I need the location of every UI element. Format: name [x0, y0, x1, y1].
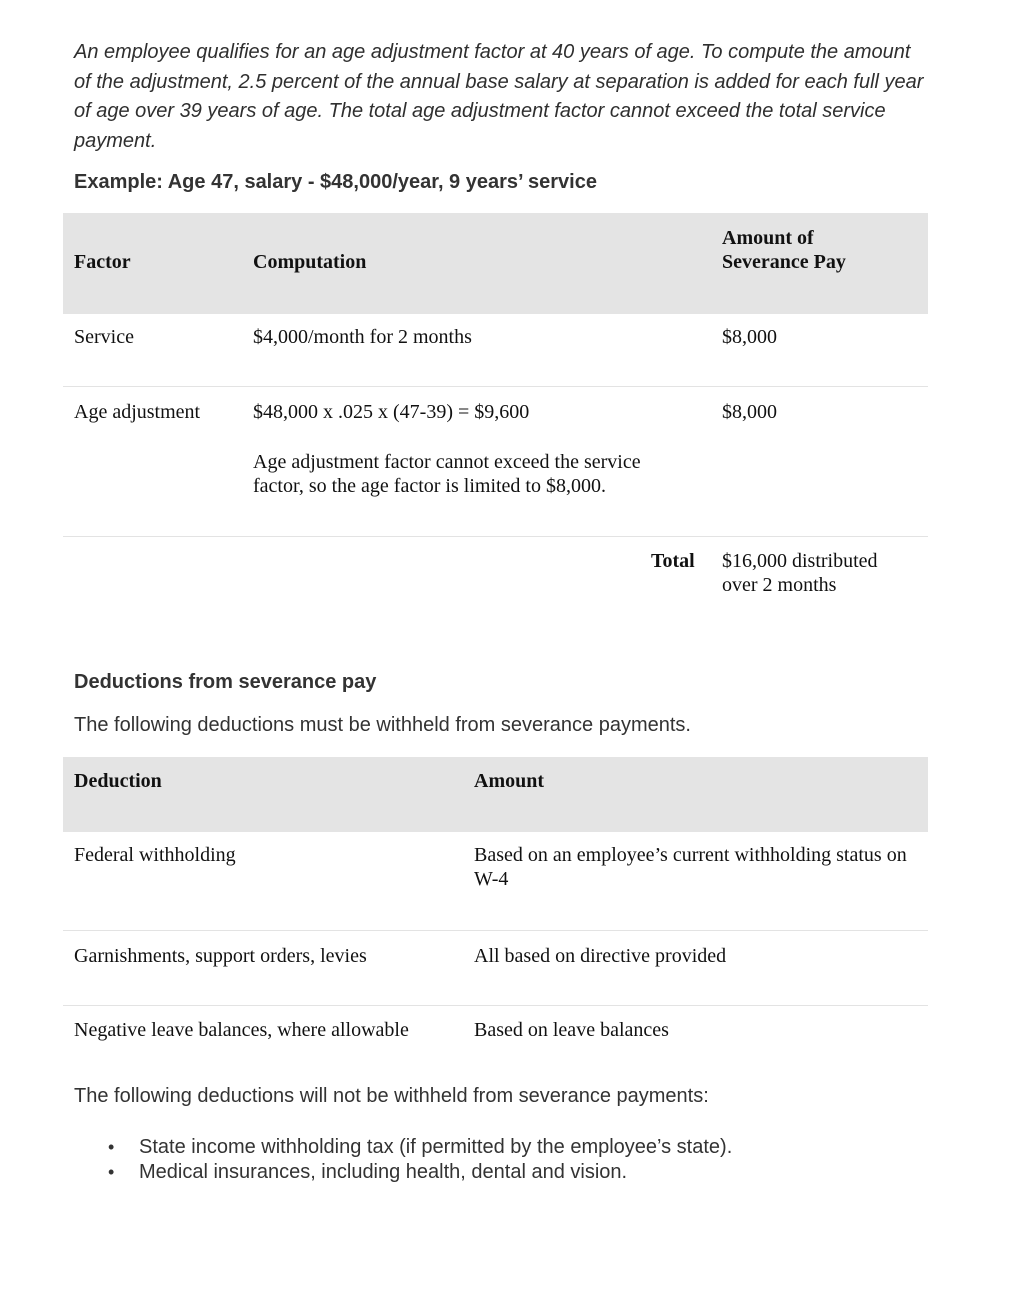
row-factor: Age adjustment	[74, 401, 201, 423]
header-amount: Amount	[474, 770, 545, 792]
example-heading: Example: Age 47, salary - $48,000/year, 9 years’ service	[74, 171, 597, 193]
list-item-text: State income withholding tax (if permitted by the employee’s state).	[139, 1136, 733, 1158]
example-table	[63, 213, 928, 617]
list-item-text: Medical insurances, including health, dental and vision.	[139, 1161, 628, 1183]
deductions-table	[63, 757, 928, 1066]
table-row	[63, 1006, 928, 1066]
bullet-icon: •	[108, 1137, 115, 1157]
row-deduction: Federal withholding	[74, 844, 236, 866]
bullet-icon: •	[108, 1162, 115, 1182]
total-value: $16,000 distributed over 2 months	[722, 550, 878, 596]
table-total-row	[63, 537, 928, 617]
deductions-intro: The following deductions must be withheld from severance payments.	[74, 714, 691, 736]
row-deduction: Negative leave balances, where allowable	[74, 1019, 409, 1041]
row-computation: $4,000/month for 2 months	[253, 326, 472, 348]
header-factor: Factor	[74, 251, 131, 273]
list-item	[74, 1135, 732, 1160]
header-computation: Computation	[253, 251, 367, 273]
row-amount: $8,000	[722, 401, 777, 423]
row-computation	[253, 400, 693, 498]
header-deduction: Deduction	[74, 770, 162, 792]
header-amount: Amount of Severance Pay	[722, 227, 846, 273]
intro-paragraph: An employee qualifies for an age adjustment factor at 40 years of age. To compute the amount of the adjustment, 2.5 percent of the annual base salary at separation is added for each full year of age over 39 years of age. The total age adjustment factor cannot exceed the total service payment.	[74, 41, 924, 152]
table-header-row	[63, 213, 928, 314]
list-item	[74, 1160, 732, 1185]
row-amount: Based on leave balances	[474, 1019, 669, 1041]
table-header-row	[63, 757, 928, 832]
row-factor: Service	[74, 326, 134, 348]
computation-formula: $48,000 x .025 x (47-39) = $9,600	[253, 401, 530, 423]
row-deduction: Garnishments, support orders, levies	[74, 945, 367, 967]
total-label: Total	[651, 550, 695, 572]
row-amount: All based on directive provided	[474, 945, 727, 967]
not-withheld-intro: The following deductions will not be withheld from severance payments:	[74, 1085, 709, 1107]
table-row	[63, 931, 928, 1006]
deductions-heading: Deductions from severance pay	[74, 671, 377, 693]
row-amount: $8,000	[722, 326, 777, 348]
computation-note: Age adjustment factor cannot exceed the service factor, so the age factor is limited to $8,000.	[253, 451, 641, 497]
row-amount: Based on an employee’s current withholding status on W-4	[474, 844, 907, 890]
not-withheld-list	[74, 1135, 732, 1185]
table-row	[63, 832, 928, 931]
table-row	[63, 314, 928, 387]
table-row	[63, 387, 928, 537]
